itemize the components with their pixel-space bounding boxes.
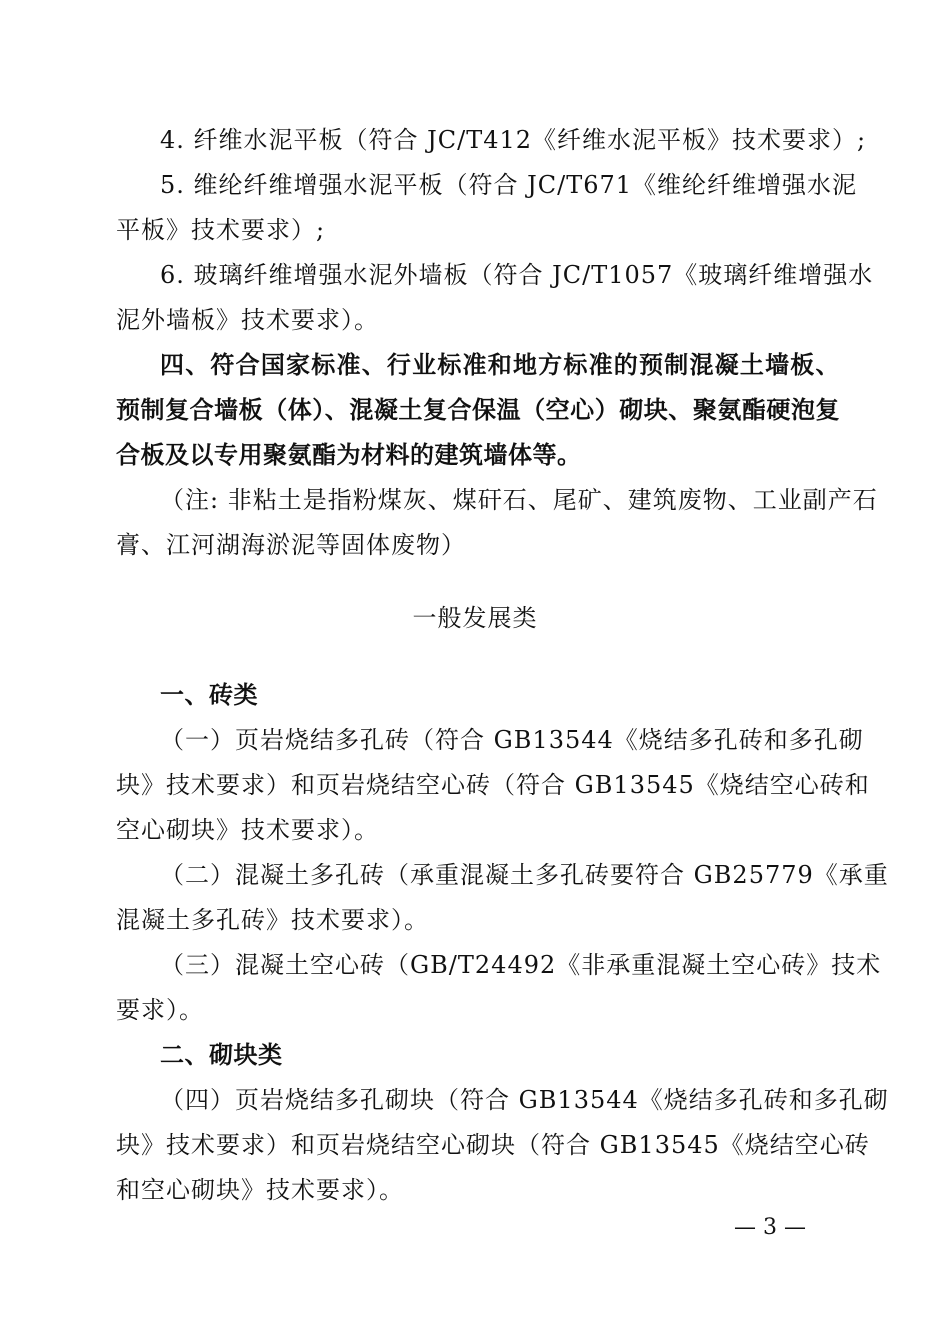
section-4-line-1: 四、符合国家标准、行业标准和地方标准的预制混凝土墙板、 <box>160 351 840 379</box>
page-number: — 3 — <box>734 1215 806 1240</box>
item-block-4-line-1: （四）页岩烧结多孔砌块（符合 GB13544《烧结多孔砖和多孔砌 <box>160 1086 889 1114</box>
section-4-line-3: 合板及以专用聚氨酯为材料的建筑墙体等。 <box>116 441 582 469</box>
item-6-line-2: 泥外墙板》技术要求）。 <box>116 306 379 334</box>
item-block-4-line-3: 和空心砌块》技术要求）。 <box>116 1176 404 1204</box>
note-line-2: 膏、江河湖海淤泥等固体废物） <box>116 531 466 559</box>
item-3-line-1: （三）混凝土空心砖（GB/T24492《非承重混凝土空心砖》技术 <box>160 951 882 979</box>
item-4-line-1: 4. 纤维水泥平板（符合 JC/T412《纤维水泥平板》技术要求）; <box>160 126 867 154</box>
section-4-line-2: 预制复合墙板（体）、混凝土复合保温（空心）砌块、聚氨酯硬泡复 <box>116 396 840 424</box>
item-1-line-3: 空心砌块》技术要求）。 <box>116 816 379 844</box>
section-block-heading: 二、砌块类 <box>160 1041 283 1069</box>
item-5-line-1: 5. 维纶纤维增强水泥平板（符合 JC/T671《维纶纤维增强水泥 <box>160 171 858 199</box>
category-heading: 一般发展类 <box>412 604 538 632</box>
item-2-line-1: （二）混凝土多孔砖（承重混凝土多孔砖要符合 GB25779《承重 <box>160 861 889 889</box>
section-brick-heading: 一、砖类 <box>160 681 258 709</box>
item-block-4-line-2: 块》技术要求）和页岩烧结空心砌块（符合 GB13545《烧结空心砖 <box>116 1131 870 1159</box>
item-1-line-1: （一）页岩烧结多孔砖（符合 GB13544《烧结多孔砖和多孔砌 <box>160 726 864 754</box>
item-2-line-2: 混凝土多孔砖》技术要求）。 <box>116 906 429 934</box>
item-1-line-2: 块》技术要求）和页岩烧结空心砖（符合 GB13545《烧结空心砖和 <box>116 771 870 799</box>
item-3-line-2: 要求）。 <box>116 996 204 1024</box>
item-5-line-2: 平板》技术要求）; <box>116 216 326 244</box>
item-6-line-1: 6. 玻璃纤维增强水泥外墙板（符合 JC/T1057《玻璃纤维增强水 <box>160 261 874 289</box>
note-line-1: （注: 非粘土是指粉煤灰、煤矸石、尾矿、建筑废物、工业副产石 <box>160 486 878 514</box>
